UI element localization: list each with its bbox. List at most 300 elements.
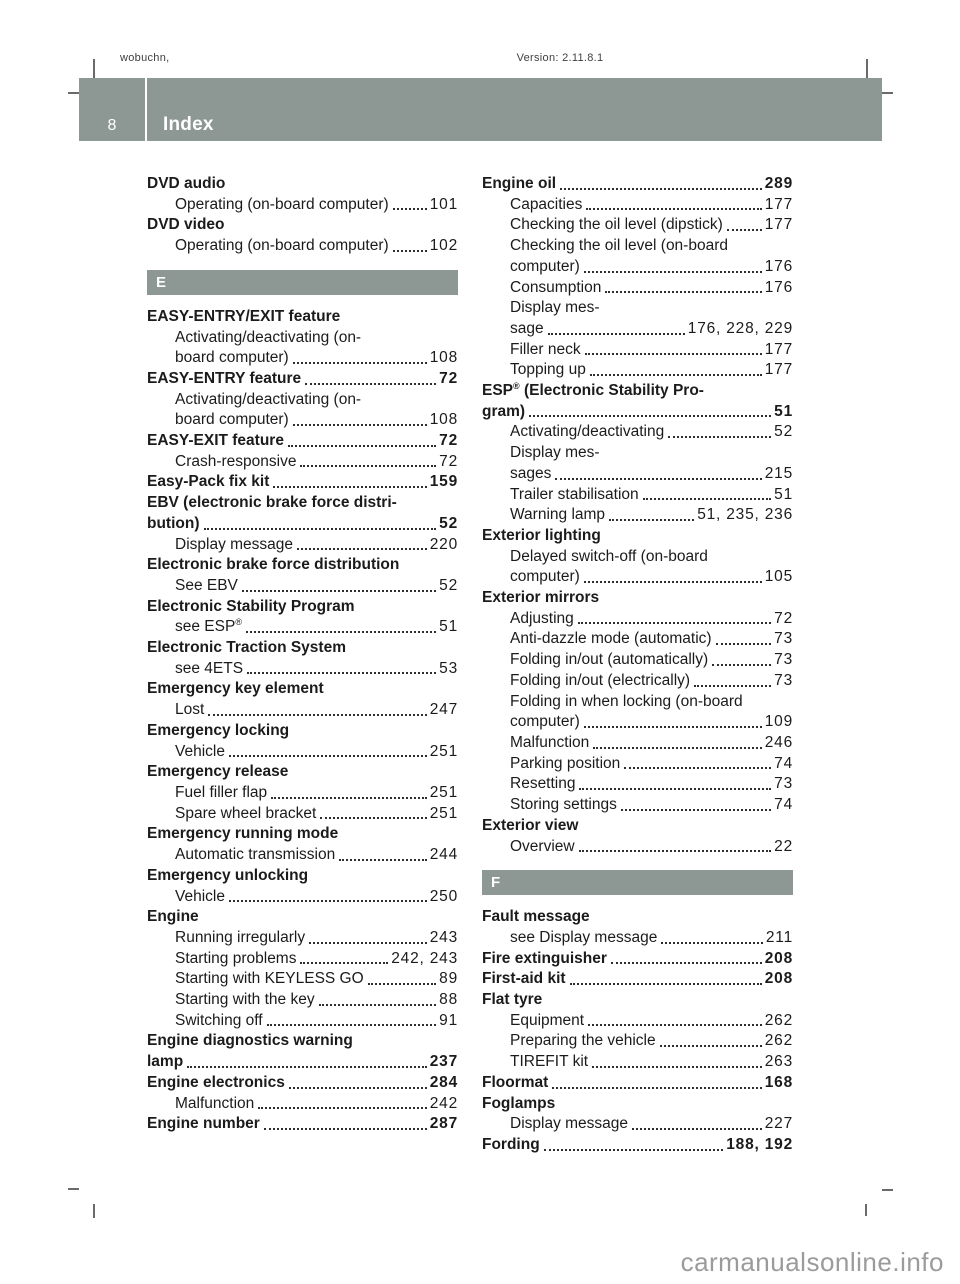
index-entry-label: Emergency release <box>147 763 289 781</box>
index-entry <box>147 493 458 514</box>
index-entry <box>147 742 458 763</box>
index-entry <box>482 609 793 630</box>
index-entry-page: 52 <box>439 576 458 594</box>
index-entry-label: board computer) <box>175 349 289 367</box>
index-entry <box>147 700 458 721</box>
index-entry <box>147 783 458 804</box>
watermark: carmanualsonline.info <box>680 1247 944 1277</box>
leader-dots <box>555 478 761 480</box>
index-entry <box>147 307 458 328</box>
index-entry-label: Emergency unlocking <box>147 866 309 884</box>
index-entry-page: 109 <box>764 713 793 731</box>
index-entry-page: 215 <box>764 464 793 482</box>
leader-dots <box>305 383 436 385</box>
index-entry <box>147 990 458 1011</box>
leader-dots <box>578 622 771 624</box>
index-entry <box>147 679 458 700</box>
index-entry-label: Engine <box>147 908 199 926</box>
index-entry-label: Capacities <box>510 195 583 213</box>
index-entry-page: 89 <box>439 970 458 988</box>
index-entry-label: Fuel filler flap <box>175 783 268 801</box>
index-entry <box>147 328 458 349</box>
index-entry-label: Electronic Traction System <box>147 639 346 657</box>
index-entry-label: Running irregularly <box>175 928 306 946</box>
index-entry <box>482 816 793 837</box>
leader-dots <box>368 983 436 985</box>
crop-mark-top-left-horizontal <box>68 92 79 94</box>
index-entry-page: 246 <box>764 733 793 751</box>
index-entry-label: Checking the oil level (on-board <box>510 237 728 255</box>
leader-dots <box>661 942 763 944</box>
index-entry-label: Display message <box>510 1115 629 1133</box>
index-entry-page: 177 <box>764 216 793 234</box>
index-entry-page: 177 <box>764 195 793 213</box>
index-entry-page: 211 <box>765 928 793 946</box>
header-divider <box>145 78 147 141</box>
index-entry <box>482 754 793 775</box>
index-entry <box>147 907 458 928</box>
leader-dots <box>570 983 762 985</box>
leader-dots <box>529 415 771 417</box>
index-entry-label: Activating/deactivating (on- <box>175 328 362 346</box>
index-entry <box>147 866 458 887</box>
index-entry <box>147 410 458 431</box>
index-entry-label: Overview <box>510 837 575 855</box>
crop-mark-bottom-left-horizontal <box>68 1188 79 1190</box>
index-entry-label: Emergency running mode <box>147 825 339 843</box>
page-header-band <box>79 78 882 141</box>
index-entry <box>147 535 458 556</box>
index-entry-label: Electronic Stability Program <box>147 597 355 615</box>
index-entry <box>147 1052 458 1073</box>
index-entry-page: 262 <box>764 1032 793 1050</box>
index-entry-label: Equipment <box>510 1011 585 1029</box>
page-number: 8 <box>107 117 117 134</box>
index-entry-page: 237 <box>429 1053 458 1071</box>
index-entry-label: Switching off <box>175 1011 263 1029</box>
leader-dots <box>712 664 771 666</box>
index-entry <box>482 443 793 464</box>
index-entry <box>482 1011 793 1032</box>
index-entry <box>147 1073 458 1094</box>
index-entry-page: 73 <box>774 775 793 793</box>
index-entry <box>147 1031 458 1052</box>
index-entry <box>482 588 793 609</box>
index-entry-label: Delayed switch-off (on-board <box>510 547 708 565</box>
leader-dots <box>592 1066 762 1068</box>
index-entry <box>482 257 793 278</box>
index-entry-label: Engine electronics <box>147 1073 285 1091</box>
leader-dots <box>300 465 436 467</box>
crop-mark-bottom-right-vertical <box>865 1204 867 1216</box>
index-entry-label: Checking the oil level (dipstick) <box>510 216 723 234</box>
index-entry <box>147 390 458 411</box>
index-entry-page: 51 <box>774 485 793 503</box>
index-entry-label: Fire extinguisher <box>482 949 607 967</box>
index-entry-label: Foglamps <box>482 1094 556 1112</box>
leader-dots <box>660 1045 762 1047</box>
index-entry-label: EBV (electronic brake force distri- <box>147 494 397 512</box>
leader-dots <box>187 1066 427 1068</box>
index-entry <box>147 659 458 680</box>
index-entry-page: 108 <box>429 349 458 367</box>
index-entry-page: 220 <box>429 535 458 553</box>
index-entry-page: 177 <box>764 361 793 379</box>
index-entry <box>482 928 793 949</box>
index-column-left <box>147 174 458 1156</box>
index-entry <box>482 692 793 713</box>
index-entry-label: Topping up <box>510 361 586 379</box>
index-entry <box>482 464 793 485</box>
index-entry-page: 250 <box>429 887 458 905</box>
index-entry <box>482 298 793 319</box>
index-entry-page: 168 <box>764 1073 793 1091</box>
index-entry-label: Filler neck <box>510 340 581 358</box>
index-entry <box>147 1094 458 1115</box>
index-entry <box>482 949 793 970</box>
leader-dots <box>605 291 761 293</box>
index-entry <box>482 485 793 506</box>
leader-dots <box>552 1087 761 1089</box>
index-entry <box>482 174 793 195</box>
leader-dots <box>271 797 427 799</box>
index-entry-label: bution) <box>147 514 200 532</box>
leader-dots <box>716 643 772 645</box>
index-entry <box>147 1114 458 1135</box>
index-entry-page: 51 <box>439 618 458 636</box>
index-entry <box>147 928 458 949</box>
leader-dots <box>632 1128 762 1130</box>
index-entry-label: sage <box>510 319 544 337</box>
index-entry <box>147 195 458 216</box>
index-entry-label: Storing settings <box>510 796 617 814</box>
index-entry-label: Lost <box>175 701 205 719</box>
index-entry-label: Consumption <box>510 278 602 296</box>
index-entry-page: 247 <box>429 701 458 719</box>
leader-dots <box>624 767 771 769</box>
index-entry <box>482 547 793 568</box>
index-entry-page: 74 <box>774 754 793 772</box>
index-entry <box>147 969 458 990</box>
index-entry <box>482 990 793 1011</box>
section-header-E: E <box>147 270 458 295</box>
index-entry-page: 73 <box>774 671 793 689</box>
index-entry <box>482 1073 793 1094</box>
index-entry-page: 101 <box>429 195 458 213</box>
index-entry <box>482 1031 793 1052</box>
index-entry-label: Display message <box>175 535 294 553</box>
index-entry-label: Automatic transmission <box>175 846 336 864</box>
index-entry-page: 105 <box>764 568 793 586</box>
index-entry-page: 52 <box>774 423 793 441</box>
index-entry-label: DVD video <box>147 216 225 234</box>
index-entry-page: 52 <box>439 514 458 532</box>
index-entry-page: 208 <box>764 949 793 967</box>
index-entry-page: 72 <box>439 369 458 387</box>
index-entry <box>482 278 793 299</box>
index-entry <box>482 795 793 816</box>
index-entry-label: see 4ETS <box>175 659 244 677</box>
index-entry-page: 72 <box>439 432 458 450</box>
index-entry-page: 177 <box>764 340 793 358</box>
index-entry-label: see ESP® <box>175 617 242 636</box>
index-entry-label: computer) <box>510 568 580 586</box>
leader-dots <box>593 747 761 749</box>
index-entry-label: Operating (on-board computer) <box>175 195 389 213</box>
leader-dots <box>727 229 762 231</box>
index-entry-page: 242, 243 <box>391 949 458 967</box>
leader-dots <box>584 271 762 273</box>
index-entry-label: Adjusting <box>510 609 574 627</box>
leader-dots <box>309 942 427 944</box>
index-entry <box>482 1114 793 1135</box>
leader-dots <box>668 436 771 438</box>
index-entry <box>147 949 458 970</box>
index-entry-label: computer) <box>510 257 580 275</box>
index-entry <box>147 845 458 866</box>
leader-dots <box>208 714 426 716</box>
leader-dots <box>584 726 762 728</box>
page-title: Index <box>163 114 214 135</box>
leader-dots <box>273 486 426 488</box>
index-entry <box>482 402 793 423</box>
index-entry-label: DVD audio <box>147 175 226 192</box>
index-entry-label: Activating/deactivating <box>510 423 665 441</box>
index-entry <box>147 638 458 659</box>
leader-dots <box>229 900 427 902</box>
leader-dots <box>229 755 427 757</box>
index-entry-label: First-aid kit <box>482 970 566 988</box>
index-entry <box>482 837 793 858</box>
leader-dots <box>300 962 388 964</box>
index-entry <box>147 348 458 369</box>
index-entry-page: 251 <box>429 783 458 801</box>
leader-dots <box>611 962 762 964</box>
leader-dots <box>579 850 772 852</box>
index-entry <box>147 1011 458 1032</box>
index-entry-label: Fording <box>482 1135 540 1153</box>
index-entry <box>147 452 458 473</box>
index-entry-page: 188, 192 <box>726 1135 793 1153</box>
index-entry-label: Folding in/out (automatically) <box>510 651 709 669</box>
index-entry-page: 289 <box>764 175 793 192</box>
index-entry-label: Starting problems <box>175 949 297 967</box>
index-entry-label: Parking position <box>510 754 621 772</box>
index-entry <box>147 215 458 236</box>
index-entry <box>482 567 793 588</box>
index-entry-page: 251 <box>429 804 458 822</box>
index-entry <box>482 1135 793 1156</box>
index-entry-label: Exterior mirrors <box>482 589 600 607</box>
index-entry <box>482 505 793 526</box>
index-entry-label: Operating (on-board computer) <box>175 237 389 255</box>
index-entry-page: 263 <box>764 1053 793 1071</box>
index-entry-label: Emergency locking <box>147 721 290 739</box>
leader-dots <box>548 333 685 335</box>
leader-dots <box>242 590 436 592</box>
index-entry <box>147 472 458 493</box>
index-entry <box>147 369 458 390</box>
index-entry-label: Display mes- <box>510 444 600 462</box>
index-entry-label: EASY-ENTRY feature <box>147 369 302 387</box>
leader-dots <box>586 208 761 210</box>
index-content <box>147 174 793 1156</box>
index-entry-label: Warning lamp <box>510 506 606 524</box>
index-entry-page: 73 <box>774 630 793 648</box>
index-entry-label: Electronic brake force distribution <box>147 556 400 574</box>
index-entry-label: Flat tyre <box>482 991 543 1009</box>
leader-dots <box>204 528 437 530</box>
leader-dots <box>588 1024 762 1026</box>
index-entry-label: Activating/deactivating (on- <box>175 390 362 408</box>
index-entry-page: 74 <box>774 796 793 814</box>
index-entry <box>482 360 793 381</box>
leader-dots <box>258 1107 426 1109</box>
index-entry-label: EASY-ENTRY/EXIT feature <box>147 307 341 325</box>
leader-dots <box>584 581 762 583</box>
index-entry-page: 251 <box>429 742 458 760</box>
index-entry <box>147 762 458 783</box>
index-entry-label: Starting with KEYLESS GO <box>175 970 364 988</box>
index-entry-label: Floormat <box>482 1073 549 1091</box>
index-entry-page: 53 <box>439 659 458 677</box>
index-entry-page: 227 <box>764 1115 793 1133</box>
index-entry <box>147 576 458 597</box>
index-entry-label: lamp <box>147 1053 184 1071</box>
index-entry-label: see Display message <box>510 928 658 946</box>
leader-dots <box>339 859 427 861</box>
index-entry-page: 159 <box>429 473 458 491</box>
leader-dots <box>621 809 771 811</box>
index-entry-page: 176, 228, 229 <box>687 319 793 337</box>
index-entry <box>147 431 458 452</box>
print-note-version: Version: 2.11.8.1 <box>516 52 604 64</box>
index-entry-label: Anti-dazzle mode (automatic) <box>510 630 712 648</box>
index-entry-page: 287 <box>429 1115 458 1133</box>
index-entry-page: 22 <box>774 837 793 855</box>
index-entry-label: Emergency key element <box>147 680 324 698</box>
index-entry-label: ESP® (Electronic Stability Pro- <box>482 380 704 400</box>
index-entry-label: Malfunction <box>510 733 590 751</box>
index-entry <box>482 340 793 361</box>
leader-dots <box>579 788 771 790</box>
index-entry-label: board computer) <box>175 411 289 429</box>
index-entry-page: 88 <box>439 991 458 1009</box>
index-entry-label: See EBV <box>175 576 238 594</box>
index-entry <box>482 650 793 671</box>
index-entry-label: Easy-Pack fix kit <box>147 473 270 491</box>
index-entry <box>482 215 793 236</box>
index-entry-page: 72 <box>774 609 793 627</box>
index-entry <box>482 774 793 795</box>
index-entry <box>482 381 793 402</box>
index-entry <box>482 629 793 650</box>
index-entry-label: Fault message <box>482 908 590 926</box>
leader-dots <box>246 631 436 633</box>
leader-dots <box>560 188 762 190</box>
leader-dots <box>247 672 436 674</box>
crop-mark-bottom-right-horizontal <box>882 1189 893 1191</box>
index-entry-label: Engine oil <box>482 175 557 192</box>
index-entry <box>147 597 458 618</box>
index-entry <box>482 712 793 733</box>
leader-dots <box>267 1024 437 1026</box>
index-entry-label: Starting with the key <box>175 991 315 1009</box>
crop-mark-top-right-horizontal <box>882 92 893 94</box>
index-entry-label: Exterior lighting <box>482 526 601 544</box>
index-entry <box>147 887 458 908</box>
index-entry <box>482 1052 793 1073</box>
leader-dots <box>320 817 426 819</box>
index-entry-label: Trailer stabilisation <box>510 485 639 503</box>
leader-dots <box>264 1128 427 1130</box>
index-entry-page: 91 <box>439 1011 458 1029</box>
index-entry-label: Resetting <box>510 775 576 793</box>
index-entry-page: 102 <box>429 237 458 255</box>
index-entry-label: Crash-responsive <box>175 452 297 470</box>
index-entry-label: gram) <box>482 402 526 420</box>
crop-mark-top-left-vertical <box>93 59 95 78</box>
index-entry <box>147 721 458 742</box>
index-entry-page: 284 <box>429 1073 458 1091</box>
index-entry-page: 51 <box>774 402 793 420</box>
index-entry <box>482 733 793 754</box>
index-entry-label: Vehicle <box>175 887 225 905</box>
index-entry-label: Engine number <box>147 1115 260 1133</box>
index-entry-label: sages <box>510 464 552 482</box>
index-entry <box>482 422 793 443</box>
crop-mark-top-right-vertical <box>866 59 868 78</box>
index-entry-page: 262 <box>764 1011 793 1029</box>
index-entry <box>147 514 458 535</box>
leader-dots <box>585 353 762 355</box>
index-entry <box>482 907 793 928</box>
index-entry-label: Spare wheel bracket <box>175 804 317 822</box>
leader-dots <box>288 445 436 447</box>
leader-dots <box>544 1149 724 1151</box>
index-entry-label: Preparing the vehicle <box>510 1032 656 1050</box>
leader-dots <box>293 424 427 426</box>
index-entry-page: 72 <box>439 452 458 470</box>
index-entry-label: Display mes- <box>510 299 600 317</box>
index-entry-label: computer) <box>510 713 580 731</box>
leader-dots <box>694 685 771 687</box>
index-entry-page: 73 <box>774 651 793 669</box>
index-entry <box>147 824 458 845</box>
index-entry-page: 176 <box>764 257 793 275</box>
index-entry-label: Folding in/out (electrically) <box>510 671 691 689</box>
index-entry-page: 243 <box>429 928 458 946</box>
index-entry-label: Folding in when locking (on-board <box>510 692 743 710</box>
index-entry <box>147 617 458 638</box>
index-column-right <box>482 174 793 1156</box>
index-entry <box>147 555 458 576</box>
index-entry-page: 51, 235, 236 <box>697 506 793 524</box>
index-entry <box>482 319 793 340</box>
leader-dots <box>609 519 694 521</box>
index-entry <box>147 236 458 257</box>
leader-dots <box>293 362 427 364</box>
index-entry-page: 242 <box>429 1094 458 1112</box>
index-entry <box>482 671 793 692</box>
leader-dots <box>393 208 427 210</box>
index-entry-label: Malfunction <box>175 1094 255 1112</box>
leader-dots <box>319 1004 437 1006</box>
leader-dots <box>393 250 427 252</box>
index-entry-page: 244 <box>429 846 458 864</box>
index-entry <box>482 969 793 990</box>
index-entry-page: 208 <box>764 970 793 988</box>
